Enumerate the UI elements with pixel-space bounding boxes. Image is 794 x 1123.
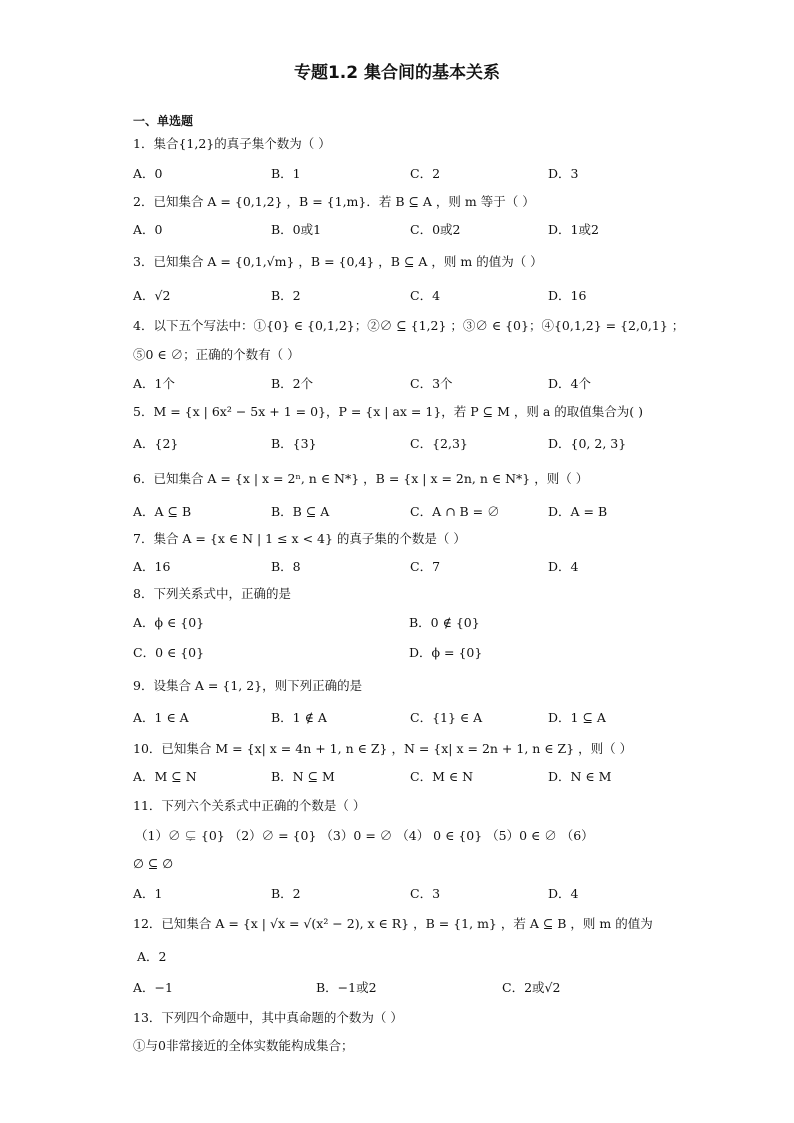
question-6-option-b: B．B ⊆ A: [271, 504, 330, 519]
question-4-stem-continued: ⑤0 ∈ ∅；正确的个数有（ ）: [133, 347, 300, 362]
question-3-option-b: B．2: [271, 288, 301, 303]
question-10-stem: 10．已知集合 M = {x| x = 4n + 1, n ∈ Z} ，N = {x| x = 2n + 1, n ∈ Z} ，则（ ）: [133, 741, 633, 756]
question-11-option-c: C．3: [410, 886, 441, 901]
question-10-option-a: A．M ⊆ N: [133, 769, 197, 784]
question-4-option-b: B．2个: [271, 376, 314, 391]
question-4-option-c: C．3个: [410, 376, 453, 391]
question-4-stem: 4．以下五个写法中：①{0} ∈ {0,1,2}；②∅ ⊆ {1,2} ；③∅ ∈ {0}；④{0,1,2} = {2,0,1} ；: [133, 318, 685, 333]
question-8-stem: 8．下列关系式中，正确的是: [133, 586, 291, 601]
question-1-option-b: B．1: [271, 166, 301, 181]
question-5-option-d: D．{0, 2, 3}: [548, 436, 627, 451]
question-7-option-d: D．4: [548, 559, 579, 574]
question-3-option-a: A．√2: [133, 288, 171, 303]
question-5-option-b: B．{3}: [271, 436, 317, 451]
question-10-option-d: D．N ∈ M: [548, 769, 612, 784]
question-10-option-c: C．M ∈ N: [410, 769, 474, 784]
question-11-option-a: A．1: [133, 886, 163, 901]
question-2-option-b: B．0或1: [271, 222, 322, 237]
question-7-option-c: C．7: [410, 559, 441, 574]
question-9-option-a: A．1 ∈ A: [133, 710, 189, 725]
question-11-statements-continued: ∅ ⊆ ∅: [133, 856, 174, 871]
question-2-stem: 2．已知集合 A = {0,1,2} ，B = {1,m}．若 B ⊆ A ，则 m 等于（ ）: [133, 194, 535, 209]
question-8-option-a: A．ϕ ∈ {0}: [133, 615, 205, 630]
question-5-option-a: A．{2}: [133, 436, 179, 451]
question-2-option-d: D．1或2: [548, 222, 599, 237]
question-9-option-d: D．1 ⊆ A: [548, 710, 606, 725]
question-9-option-c: C．{1} ∈ A: [410, 710, 483, 725]
page-title: 专题1.2 集合间的基本关系: [293, 63, 501, 83]
question-3-option-c: C．4: [410, 288, 441, 303]
question-12-option-a: A．2: [137, 949, 167, 964]
question-2-option-c: C．0或2: [410, 222, 461, 237]
question-1-option-c: C．2: [410, 166, 441, 181]
question-5-option-c: C．{2,3}: [410, 436, 468, 451]
question-4-option-a: A．1个: [133, 376, 175, 391]
question-10-option-b: B．N ⊆ M: [271, 769, 335, 784]
question-12-option-b: B．−1或2: [316, 980, 377, 995]
question-4-option-d: D．4个: [548, 376, 591, 391]
question-6-option-d: D．A = B: [548, 504, 608, 519]
question-1-stem: 1．集合{1,2}的真子集个数为（ ）: [133, 136, 331, 151]
question-6-option-a: A．A ⊆ B: [133, 504, 192, 519]
question-7-stem: 7．集合 A = {x ∈ N | 1 ≤ x < 4} 的真子集的个数是（ ）: [133, 531, 466, 546]
question-1-option-d: D．3: [548, 166, 579, 181]
question-12-option-c: C．2或√2: [502, 980, 561, 995]
question-11-stem: 11．下列六个关系式中正确的个数是（ ）: [133, 798, 366, 813]
question-9-option-b: B．1 ∉ A: [271, 710, 327, 725]
question-11-statements: （1）∅ ⊊ {0} （2）∅ = {0} （3）0 = ∅ （4） 0 ∈ {0} （5）0 ∈ ∅ （6）: [135, 828, 594, 843]
question-12-option-a2: A．−1: [133, 980, 173, 995]
question-12-stem: 12．已知集合 A = {x | √x = √(x² − 2), x ∈ R} ，B = {1, m} ，若 A ⊆ B ，则 m 的值为: [133, 916, 653, 931]
question-8-option-c: C．0 ∈ {0}: [133, 645, 205, 660]
question-1-option-a: A．0: [133, 166, 163, 181]
question-7-option-a: A．16: [133, 559, 171, 574]
question-3-option-d: D．16: [548, 288, 587, 303]
question-7-option-b: B．8: [271, 559, 301, 574]
question-8-option-d: D．ϕ = {0}: [409, 645, 483, 660]
question-8-option-b: B．0 ∉ {0}: [409, 615, 480, 630]
question-6-stem: 6．已知集合 A = {x | x = 2ⁿ, n ∈ N*} ，B = {x | x = 2n, n ∈ N*} ，则（ ）: [133, 471, 589, 486]
question-3-stem: 3．已知集合 A = {0,1,√m} ，B = {0,4} ，B ⊆ A ，则 m 的值为（ ）: [133, 254, 543, 269]
section-heading: 一、单选题: [133, 114, 194, 128]
question-2-option-a: A．0: [133, 222, 163, 237]
question-6-option-c: C．A ∩ B = ∅: [410, 504, 500, 519]
question-13-stem: 13．下列四个命题中，其中真命题的个数为（ ）: [133, 1010, 403, 1025]
question-13-statement-1: ①与0非常接近的全体实数能构成集合；: [133, 1038, 354, 1053]
question-9-stem: 9．设集合 A = {1, 2}，则下列正确的是: [133, 678, 363, 693]
question-11-option-b: B．2: [271, 886, 301, 901]
question-11-option-d: D．4: [548, 886, 579, 901]
question-5-stem: 5．M = {x | 6x² − 5x + 1 = 0}，P = {x | ax = 1}，若 P ⊆ M ，则 a 的取值集合为( ): [133, 404, 643, 419]
